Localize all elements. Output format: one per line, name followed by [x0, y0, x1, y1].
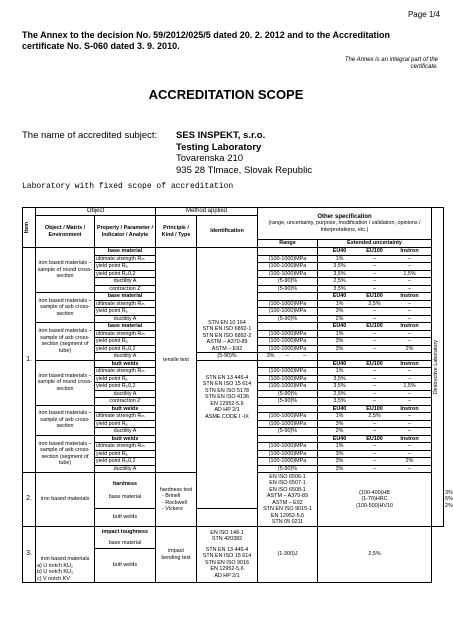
uncertainty-cell: 2% – – — [318, 428, 432, 436]
range-cell: (100-1000)MPa — [258, 420, 318, 428]
prop-cell: ductility A — [95, 353, 156, 361]
uncertainty-cell: 3,5% – – — [318, 375, 432, 383]
range-cell — [258, 293, 318, 301]
other-header-cell — [258, 208, 432, 240]
range-cell: (5-90)% — [258, 390, 318, 398]
item2-ranges: (100-400)HB (1-70)HRC (100-500)HV10 — [318, 473, 432, 527]
item2-principle: hardness test - Brinell - Rockwell - Vickers — [156, 473, 197, 527]
range-cell: (100-1000)MPa — [258, 450, 318, 458]
g1-head: base material — [95, 248, 156, 256]
g3-head: base material — [95, 323, 156, 331]
item2-matrix: iron based materials — [36, 473, 95, 527]
prop-cell: yield point Rₑ — [95, 450, 156, 458]
uncertainty-hdr-cell: EU40 EU100 Instron — [318, 293, 432, 301]
uncertainty-hdr-cell: EU40 EU100 Instron — [318, 435, 432, 443]
uncertainty-hdr-cell: EU40 EU100 Instron — [318, 360, 432, 368]
prop-cell: ultimate strength Rₘ — [95, 255, 156, 263]
id-line: ASME CODE I -IX — [205, 413, 249, 420]
range-cell: (100-1000)MPa — [258, 308, 318, 316]
prop-cell: yield point Rₑ — [95, 308, 156, 316]
subject-block — [176, 130, 312, 176]
item-number-2: 2. — [23, 473, 36, 527]
item3-props: impact toughness base material — [95, 527, 156, 549]
subject-street: Tovarenska 210 — [176, 153, 244, 164]
id-line: ASTM – A370-89 — [206, 339, 248, 345]
property-header: Property / Parameter / Indicator / Analyte — [95, 216, 156, 248]
range-cell: (100-1000)MPa — [258, 330, 318, 338]
prop-cell: contraction Z — [95, 398, 156, 406]
g4-head: butt welds — [95, 360, 156, 368]
prop-cell: ductility A — [95, 315, 156, 323]
uncertainty-cell: 2% – – — [318, 315, 432, 323]
uncertainty-cell: 3,5% – – — [318, 398, 432, 406]
side-label-cell — [432, 208, 444, 527]
uncertainty-cell: 3% – – — [318, 450, 432, 458]
item2-identification: EN ISO 6506-1 EN ISO 6507-1 EN ISO 6508-1 ASTM – A370-89 ASTM – E92 STN EN ISO 9015-1 EN 12952-5,6 STN 05 0211 — [258, 473, 318, 527]
uncertainty-cell: 3% – – — [318, 465, 432, 473]
uncertainty-cell: 3,5% – 1,5% — [318, 383, 432, 391]
range-cell: (100-1000)MPa — [258, 345, 318, 353]
range-cell: (100-1000)MPa — [258, 368, 318, 376]
annex-heading: The Annex to the decision No. 59/2012/025/5 dated 20. 2. 2012 and to the Accreditation certificate No. S-060 dated 3. 9. 2010. — [22, 30, 390, 51]
range-cell: (5-90)% — [258, 285, 318, 293]
range-cell — [258, 248, 318, 256]
prop-cell: yield point Rₑ — [95, 375, 156, 383]
annex-note: The Annex is an integral part of the certificate. — [344, 57, 438, 70]
uncertainty-hdr-cell: EU40 EU100 Instron — [318, 323, 432, 331]
uncertainty-cell: 1% – – — [318, 330, 432, 338]
range-cell — [258, 360, 318, 368]
uncertainty-cell: 1% 2,5% – — [318, 300, 432, 308]
uncertainty-cell: 3% – – — [318, 308, 432, 316]
prop-cell: yield point Rₑ — [95, 263, 156, 271]
item2-props — [95, 473, 156, 509]
uncertainty-cell: 1% 2,5% – — [318, 413, 432, 421]
matrix-header: Object / Matrix / Environment — [36, 216, 95, 248]
item3-matrix: iron based materials a) U notch KU₂ b) U notch KU₃ c) V notch KV — [36, 527, 95, 583]
subject-lab: Testing Laboratory — [176, 141, 262, 153]
g5-head: butt welds — [95, 405, 156, 413]
uncertainty-hdr-cell: EU40 EU100 Instron — [318, 248, 432, 256]
uncertainty-cell: 2,5% – – — [318, 278, 432, 286]
id-line: STN EN ISO 5178 — [204, 387, 250, 394]
uncertainty-cell: 1% – – — [318, 255, 432, 263]
range-cell: (5-90)% — [258, 428, 318, 436]
g5-matrix: iron based materials – sample of axb cross-section — [36, 405, 95, 435]
id-line: STN EN ISO 4136 — [204, 394, 250, 400]
subject-name: SES INSPEKT, s.r.o. — [176, 130, 266, 141]
prop-cell: ultimate strength Rₘ — [95, 443, 156, 451]
g2-head: base material — [95, 293, 156, 301]
range-cell: (100-1000)MPa — [258, 458, 318, 466]
range-cell: (100-1000)MPa — [258, 383, 318, 391]
item3-welds: butt welds — [95, 549, 156, 583]
id-line: STN EN ISO 6892-1 — [202, 326, 252, 332]
prop-cell: ultimate strength Rₘ — [95, 330, 156, 338]
prop-cell: ductility A — [95, 428, 156, 436]
g1-matrix: iron based materials – sample of round cross-section — [36, 248, 95, 293]
range-cell — [258, 323, 318, 331]
scope-table: Item Object Method applied Other specification (range, uncertainty, purpose, modification / validation, opinions / interpretations, etc.) Destructive Laboratory Object / Matrix / Environment Property / Parameter / Indicator / Analyte Principle / Kind / Type Identification Range Extended uncertainty 1. iron based materials – sample of round cross-section base material tensile test STN EN 10 164 STN EN ISO 6892-1 STN EN ISO 6892-2 ASTM – A370-89 ASTM – E92 EU40 EU100 Instron ultimate strength Rₘ (100-1000)MPa 1% – – yield point Rₑ (100-1000)MPa 3,5% – – yield point Rₚ0,2 (100-1000)MPa 3,5% – 1,5% ductility A (5-90)% 2,5% – – contraction Z (5-90)% 3,5% – – iron based materials – sample of axb cross-section base material EU40 EU100 Instron ultimate strength Rₘ (100-1000)MPa 1% 2,5% – yield point Rₑ (100-1000)MPa 3% – – ductility A (5-90)% 2% – – iron based materials – sample of axb cross-section (segment of tube) base material EU40 EU100 Instron ultimate strength Rₘ (100-1000)MPa 1% – – yield point Rₑ (100-1000)MPa 3% – – yield point Rₚ0,2 (100-1000)MPa 3% – 2% ductility A (5-90)% 3% – – iron based materials – sample of round cross-section butt welds STN EN 13 445-4 STN EN ISO 15 614 STN EN ISO 5178 STN EN ISO 4136 EN 12952-5,6 AD HP 2/1 ASME CODE I -IX EU40 EU100 Instron ultimate strength Rₘ (100-1000)MPa 1% – – yield point Rₑ (100-1000)MPa 3,5% – – yield point Rₚ0,2 (100-1000)MPa 3,5% – 1,5% ductility A (5-90)% 2,5% – – contraction Z (5-90)% 3,5% – – iron based materials – sample of axb cross-section butt welds EU40 EU100 Instron ultimate strength Rₘ (100-1000)MPa 1% 2,5% – yield point Rₑ (100-1000)MPa 3% – – ductility A (5-90)% 2% – – iron based materials – sample of axb cross-section (segment of tube) butt welds EU40 EU100 Instron ultimate strength Rₘ (100-1000)MPa 1% – – yield point Rₑ (100-1000)MPa 3% – – yield point Rₚ0,2 (100-1000)MPa 3% – 2% ductility A (5-90)% 3% – – 2. iron based materials hardness base material hardness test - Brinell - Rockwell - Vickers EN ISO 6506-1 EN ISO 6507-1 EN ISO 6508-1 ASTM – A370-89 ASTM – E92 STN EN ISO 9015-1 EN 12952-5,6 STN 05 0211 (100-400)HB (1-70)HRC (100-500)HV10 3% 6% 2% butt welds 3. iron based materials a) U notch KU₂ b) U notch KU₃ c) V notch KV impact toughness base material impact bending test EN ISO 148-1 STN 420382 STN EN 13 445-4 STN EN ISO 15 614 STN EN ISO 9016 EN 12952-5,6 AD HP 2/1 (1-300)J 2,5% butt welds — [24, 208, 453, 582]
prop-cell: yield point Rₚ0,2 — [95, 345, 156, 353]
prop-cell: ultimate strength Rₘ — [95, 368, 156, 376]
identification-group-1 — [197, 248, 258, 353]
g3-matrix: iron based materials – sample of axb cross-section (segment of tube) — [36, 323, 95, 361]
item3-range: (1-300)J — [258, 527, 318, 583]
uncertainty-header: Extended uncertainty — [318, 240, 432, 248]
id-line: ASTM – E92 — [211, 345, 243, 352]
uncertainty-cell: 3,5% – – — [318, 285, 432, 293]
identification-group-2 — [197, 360, 258, 509]
range-cell: (5-90)% — [258, 278, 318, 286]
prop-cell: yield point Rₚ0,2 — [95, 383, 156, 391]
range-cell: (5-90)% — [197, 353, 258, 361]
item2-welds: butt welds — [95, 509, 156, 527]
principle-header: Principle / Kind / Type — [156, 216, 197, 248]
scope-line: Laboratory with fixed scope of accreditation — [22, 182, 234, 191]
item2-base: base material — [108, 493, 142, 500]
range-cell — [258, 405, 318, 413]
id-line: AD HP 2/1 — [214, 407, 240, 413]
uncertainty-cell: 2,5% – – — [318, 390, 432, 398]
item3-identification: EN ISO 148-1 STN 420382 STN EN 13 445-4 STN EN ISO 15 614 STN EN ISO 9016 EN 12952-5,6 AD HP 2/1 — [197, 527, 258, 583]
range-cell: (100-1000)MPa — [258, 443, 318, 451]
id-line: EN 12952-5,6 — [210, 400, 244, 407]
range-cell: (100-1000)MPa — [258, 300, 318, 308]
range-cell: (100-1000)MPa — [258, 255, 318, 263]
range-cell: (100-1000)MPa — [258, 270, 318, 278]
item3-principle: impact bending test — [156, 527, 197, 583]
page-title: ACCREDITATION SCOPE — [148, 87, 304, 102]
tensile-principle: tensile test — [156, 248, 197, 473]
prop-cell: ultimate strength Rₘ — [95, 300, 156, 308]
item2-hardness: hardness — [113, 481, 137, 487]
uncertainty-cell: 3% – – — [318, 338, 432, 346]
subject-city: 935 28 Tlmace, Slovak Republic — [176, 164, 313, 176]
range-header: Range — [258, 240, 318, 248]
uncertainty-cell: 3% – 2% — [318, 345, 432, 353]
item3-uncertainty: 2,5% — [318, 527, 432, 583]
other-header: Other specification — [317, 213, 372, 220]
uncertainty-cell: 3% – – — [258, 353, 318, 361]
item-number-1: 1. — [23, 248, 36, 473]
range-cell: (100-1000)MPa — [258, 413, 318, 421]
uncertainty-cell: 3% – – — [318, 420, 432, 428]
prop-cell: yield point Rₑ — [95, 338, 156, 346]
prop-cell: ductility A — [95, 278, 156, 286]
uncertainty-cell: 1% – – — [318, 368, 432, 376]
subject-label: The name of accredited subject: — [22, 130, 158, 141]
g2-matrix: iron based materials – sample of axb cross-section — [36, 293, 95, 323]
range-cell: (5-90)% — [258, 315, 318, 323]
side-label: Destructive Laboratory — [433, 339, 440, 395]
range-cell: (5-90)% — [258, 465, 318, 473]
method-header: Method applied — [156, 208, 258, 216]
g6-head: butt welds — [95, 435, 156, 443]
uncertainty-hdr-cell: EU40 EU100 Instron — [318, 405, 432, 413]
id-line: STN EN ISO 15 614 — [202, 381, 252, 387]
uncertainty-cell: 1% – – — [318, 443, 432, 451]
item-header: Item — [24, 221, 30, 234]
page-number: Page 1/4 — [407, 10, 440, 19]
prop-cell: ultimate strength Rₘ — [95, 413, 156, 421]
prop-cell: ductility A — [95, 465, 156, 473]
id-line: STN EN 13 445-4 — [205, 374, 249, 381]
id-line: STN EN 10 164 — [208, 319, 246, 326]
range-cell: (5-90)% — [258, 398, 318, 406]
g6-matrix: iron based materials – sample of axb cross-section (segment of tube) — [36, 435, 95, 473]
range-cell — [258, 435, 318, 443]
uncertainty-cell: 3% – 2% — [318, 458, 432, 466]
prop-cell: contraction Z — [95, 285, 156, 293]
uncertainty-cell: 3,5% – 1,5% — [318, 270, 432, 278]
prop-cell: yield point Rₚ0,2 — [95, 270, 156, 278]
prop-cell: yield point Rₑ — [95, 420, 156, 428]
range-cell: (100-1000)MPa — [258, 375, 318, 383]
object-header: Object — [36, 208, 156, 216]
other-subheader: (range, uncertainty, purpose, modification / validation, opinions / interpretations, etc.) — [268, 220, 421, 233]
prop-cell: ductility A — [95, 390, 156, 398]
identification-header: Identification — [197, 216, 258, 248]
item-number-3: 3. — [23, 527, 36, 583]
range-cell: (100-1000)MPa — [258, 338, 318, 346]
g4-matrix: iron based materials – sample of round cross-section — [36, 360, 95, 405]
prop-cell: yield point Rₚ0,2 — [95, 458, 156, 466]
id-line: STN EN ISO 6892-2 — [202, 332, 252, 339]
range-cell: (100-1000)MPa — [258, 263, 318, 271]
uncertainty-cell: 3,5% – – — [318, 263, 432, 271]
item-header-cell — [23, 208, 36, 248]
